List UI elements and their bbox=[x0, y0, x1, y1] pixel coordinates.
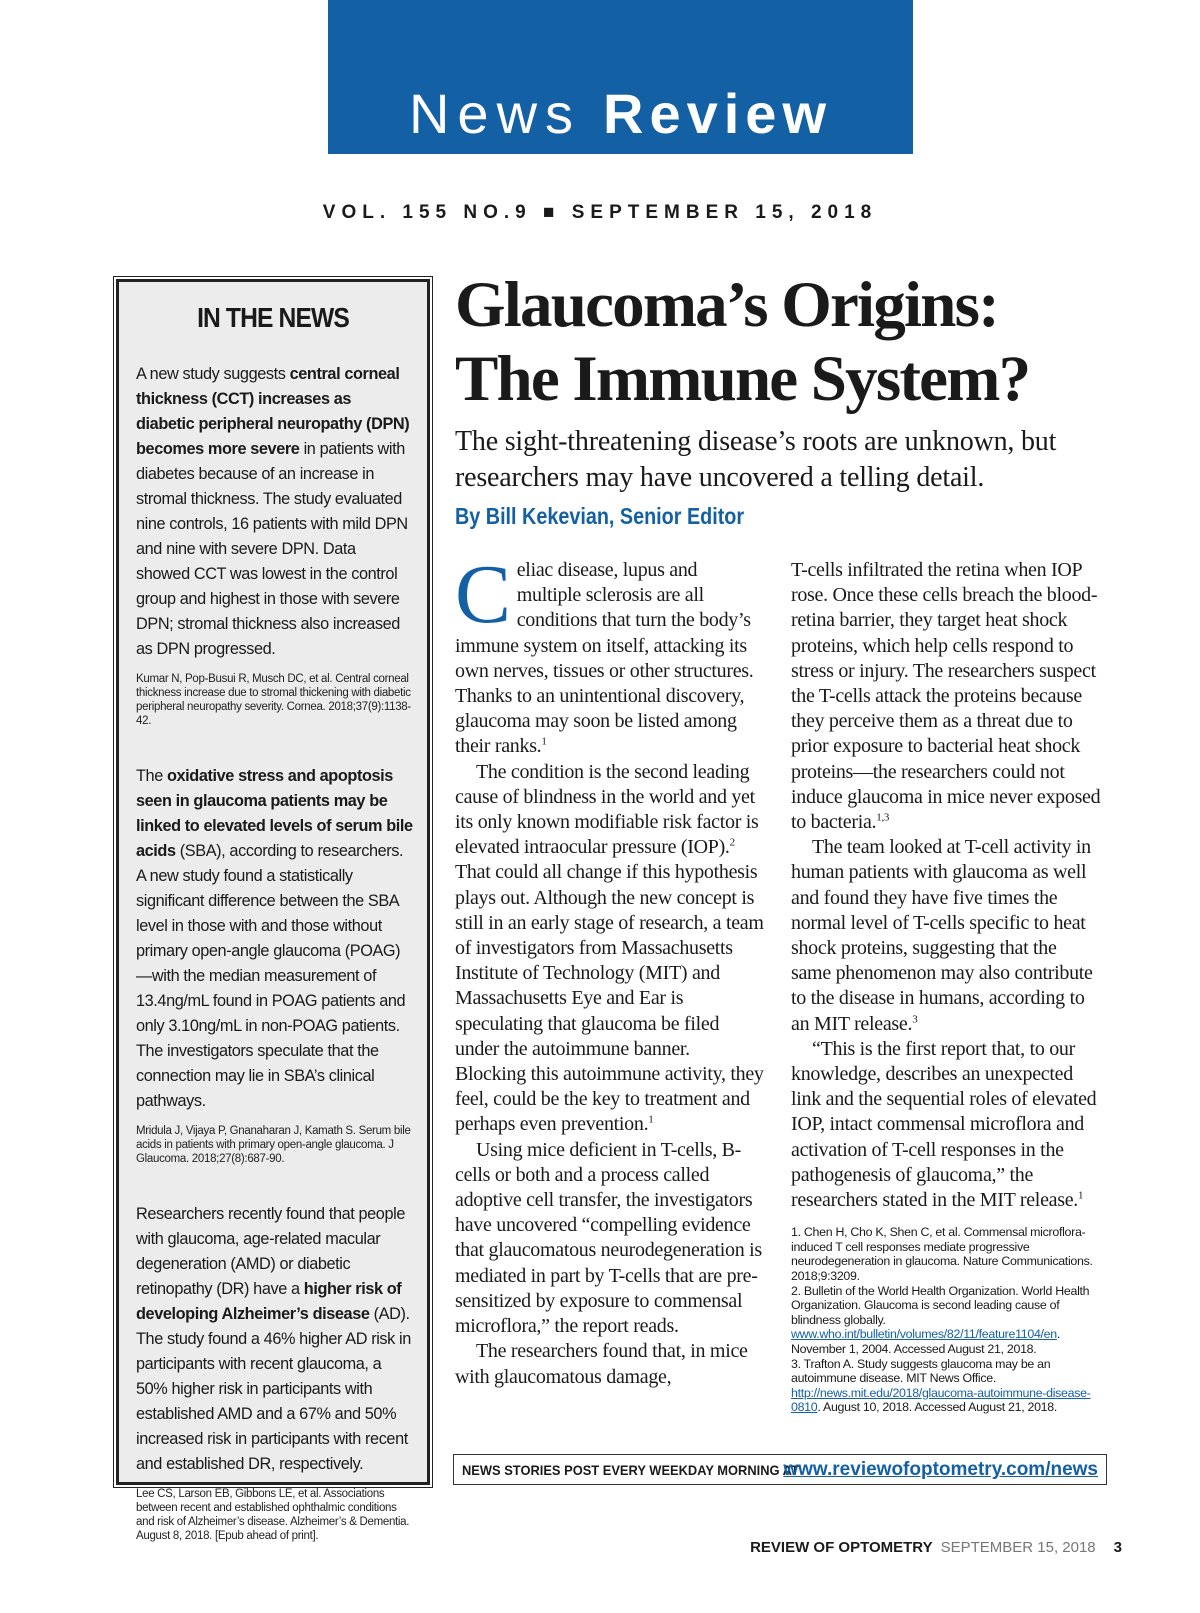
news-citation: Kumar N, Pop-Busui R, Musch DC, et al. Central corneal thickness increase due to stromal thickening with diabetic peripheral neuropathy severity. Cornea. 2018;37(9):1138-42. bbox=[136, 673, 411, 727]
news-text: The bbox=[136, 767, 167, 785]
banner-title-light: News bbox=[408, 82, 582, 145]
news-promo-bar bbox=[453, 1454, 1107, 1485]
article-column-1 bbox=[455, 548, 765, 1390]
page-number: 3 bbox=[1113, 1539, 1122, 1556]
reference-1: 1. Chen H, Cho K, Shen C, et al. Commensal microflora-induced T cell responses mediate progressive neurodegeneration in glaucoma. Nature Communications. 2018;9:3209. bbox=[791, 1225, 1093, 1284]
article-deck: The sight-threatening disease’s roots are unknown, but researchers may have uncovered a telling detail. bbox=[455, 426, 1057, 493]
references bbox=[791, 1225, 1101, 1415]
news-item-body bbox=[136, 362, 413, 662]
news-item bbox=[119, 362, 427, 728]
news-citation: Mridula J, Vijaya P, Gnanaharan J, Kamath S. Serum bile acids in patients with primary open-angle glaucoma. J Glaucoma. 2018;27(8):687-90. bbox=[136, 1125, 411, 1165]
paragraph: The researchers found that, in mice with glaucomatous damage, bbox=[455, 1340, 748, 1388]
issue-line: VOL. 155 NO.9 ■ SEPTEMBER 15, 2018 bbox=[322, 202, 878, 223]
reference-link[interactable]: www.who.int/bulletin/volumes/82/11/feature1104/en bbox=[791, 1327, 1057, 1342]
headline-line-1: Glaucoma’s Origins: bbox=[455, 269, 998, 341]
news-item bbox=[119, 1202, 427, 1543]
drop-cap: C bbox=[455, 548, 511, 641]
news-item-body bbox=[136, 764, 413, 1114]
article-column-2 bbox=[791, 558, 1101, 1415]
news-promo-label: NEWS STORIES POST EVERY WEEKDAY MORNING AT bbox=[462, 1462, 799, 1478]
news-highlight: higher risk of developing Alzheimer’s disease bbox=[136, 1280, 402, 1323]
news-item-body bbox=[136, 1202, 413, 1477]
reference-2: 2. Bulletin of the World Health Organization. World Health Organization. Glaucoma is second leading cause of blindness globally. www.who.int/bulletin/volumes/82/11/feature1104/en. November 1, 2004. Accessed August 21, 2018. bbox=[791, 1283, 1090, 1357]
banner-title-bold: Review bbox=[603, 82, 833, 145]
article-headline bbox=[455, 268, 1105, 416]
paragraph: The condition is the second leading cause of blindness in the world and yet its only known modifiable risk factor is elevated intraocular pressure (IOP).$^2$ That could all change if this hypothesis plays out. Although the new concept is still in an early stage of research, a team of investigators from Massachusetts Institute of Technology (MIT) and Massachusetts Eye and Ear is speculating that glaucoma be filed under the autoimmune banner. Blocking this autoimmune activity, they feel, could be the key to treatment and perhaps even prevention.$^1$ bbox=[455, 760, 764, 1136]
news-text: A new study suggests bbox=[136, 365, 290, 383]
paragraph: Celiac disease, lupus and multiple sclerosis are all conditions that turn the body’s immune system on itself, attacking its own nerves, tissues or other structures. Thanks to an unintentional discovery, glaucoma may soon be listed among their ranks.$^1$ bbox=[455, 548, 754, 758]
news-item bbox=[119, 764, 427, 1166]
sidebar-title: IN THE NEWS bbox=[197, 302, 349, 333]
headline-line-2: The Immune System? bbox=[455, 343, 1030, 415]
paragraph: T-cells infiltrated the retina when IOP rose. Once these cells breach the blood-retina barrier, they target heat shock proteins, which help cells respond to stress or injury. The researchers suspect the T-cells attack the proteins because they perceive them as a threat due to prior exposure to bacterial heat shock proteins—the researchers could not induce glaucoma in mice never exposed to bacteria.$^{1,3}$ bbox=[791, 559, 1101, 834]
news-highlight: oxidative stress and apoptosis seen in glaucoma patients may be linked to elevated levels of serum bile acids bbox=[136, 767, 413, 860]
reference-3: 3. Trafton A. Study suggests glaucoma may be an autoimmune disease. MIT News Office. http://news.mit.edu/2018/glaucoma-autoimmune-disease-0810. August 10, 2018. Accessed August 21, 2018. bbox=[791, 1356, 1091, 1415]
page-footer bbox=[750, 1539, 1122, 1556]
section-banner bbox=[328, 0, 913, 154]
news-text: Researchers recently found that people with glaucoma, age-related macular degeneration (AMD) or diabetic retinopathy (DR) have a bbox=[136, 1205, 405, 1298]
paragraph: “This is the first report that, to our knowledge, describes an unexpected link and the sequential roles of elevated IOP, intact commensal microflora and activation of T-cell responses in the pathogenesis of glaucoma,” the researchers stated in the MIT release.$^1$ bbox=[791, 1037, 1097, 1212]
news-text: (SBA), according to researchers. A new study found a statistically significant difference between the SBA level in those with and those without primary open-angle glaucoma (POAG)—with the median measurement of 13.4ng/mL found in POAG patients and only 3.10ng/mL in non-POAG patients. The investigators speculate that the connection may lie in SBA’s clinical pathways. bbox=[136, 842, 406, 1110]
footer-publication: REVIEW OF OPTOMETRY bbox=[750, 1539, 933, 1556]
footer-date: SEPTEMBER 15, 2018 bbox=[940, 1539, 1096, 1556]
news-highlight: central corneal thickness (CCT) increases as diabetic peripheral neuropathy (DPN) becomes more severe bbox=[136, 365, 410, 458]
news-promo-link[interactable]: www.reviewofoptometry.com/news bbox=[783, 1459, 1098, 1480]
article-header bbox=[455, 268, 1105, 530]
in-the-news-sidebar bbox=[116, 279, 430, 1542]
paragraph: Using mice deficient in T-cells, B-cells or both and a process called adoptive cell transfer, the investigators have uncovered “compelling evidence that glaucomatous neurodegeneration is mediated in part by T-cells that are pre-sensitized by exposure to commensal microflora,” the report reads. bbox=[455, 1138, 762, 1338]
news-text: (AD). The study found a 46% higher AD risk in participants with recent glaucoma, a 50% higher risk in participants with established AMD and a 67% and 50% increased risk in participants with recent and established DR, respectively. bbox=[136, 1305, 411, 1473]
news-citation: Lee CS, Larson EB, Gibbons LE, et al. Associations between recent and established ophthalmic conditions and risk of Alzheimer’s disease. Alzheimer’s & Dementia. August 8, 2018. [Epub ahead of print]. bbox=[136, 1488, 410, 1542]
article-byline: By Bill Kekevian, Senior Editor bbox=[455, 503, 745, 529]
paragraph: The team looked at T-cell activity in human patients with glaucoma as well and found they have five times the normal level of T-cells specific to heat shock proteins, suggesting that the same phenomenon may also contribute to the disease in humans, according to an MIT release.$^3$ bbox=[791, 836, 1093, 1035]
news-text: in patients with diabetes because of an increase in stromal thickness. The study evaluated nine controls, 16 patients with mild DPN and nine with severe DPN. Data showed CCT was lowest in the control group and highest in those with severe DPN; stromal thickness also increased as DPN progressed. bbox=[136, 440, 408, 658]
reference-link[interactable]: http://news.mit.edu/2018/glaucoma-autoimmune-disease-0810 bbox=[791, 1385, 1091, 1415]
